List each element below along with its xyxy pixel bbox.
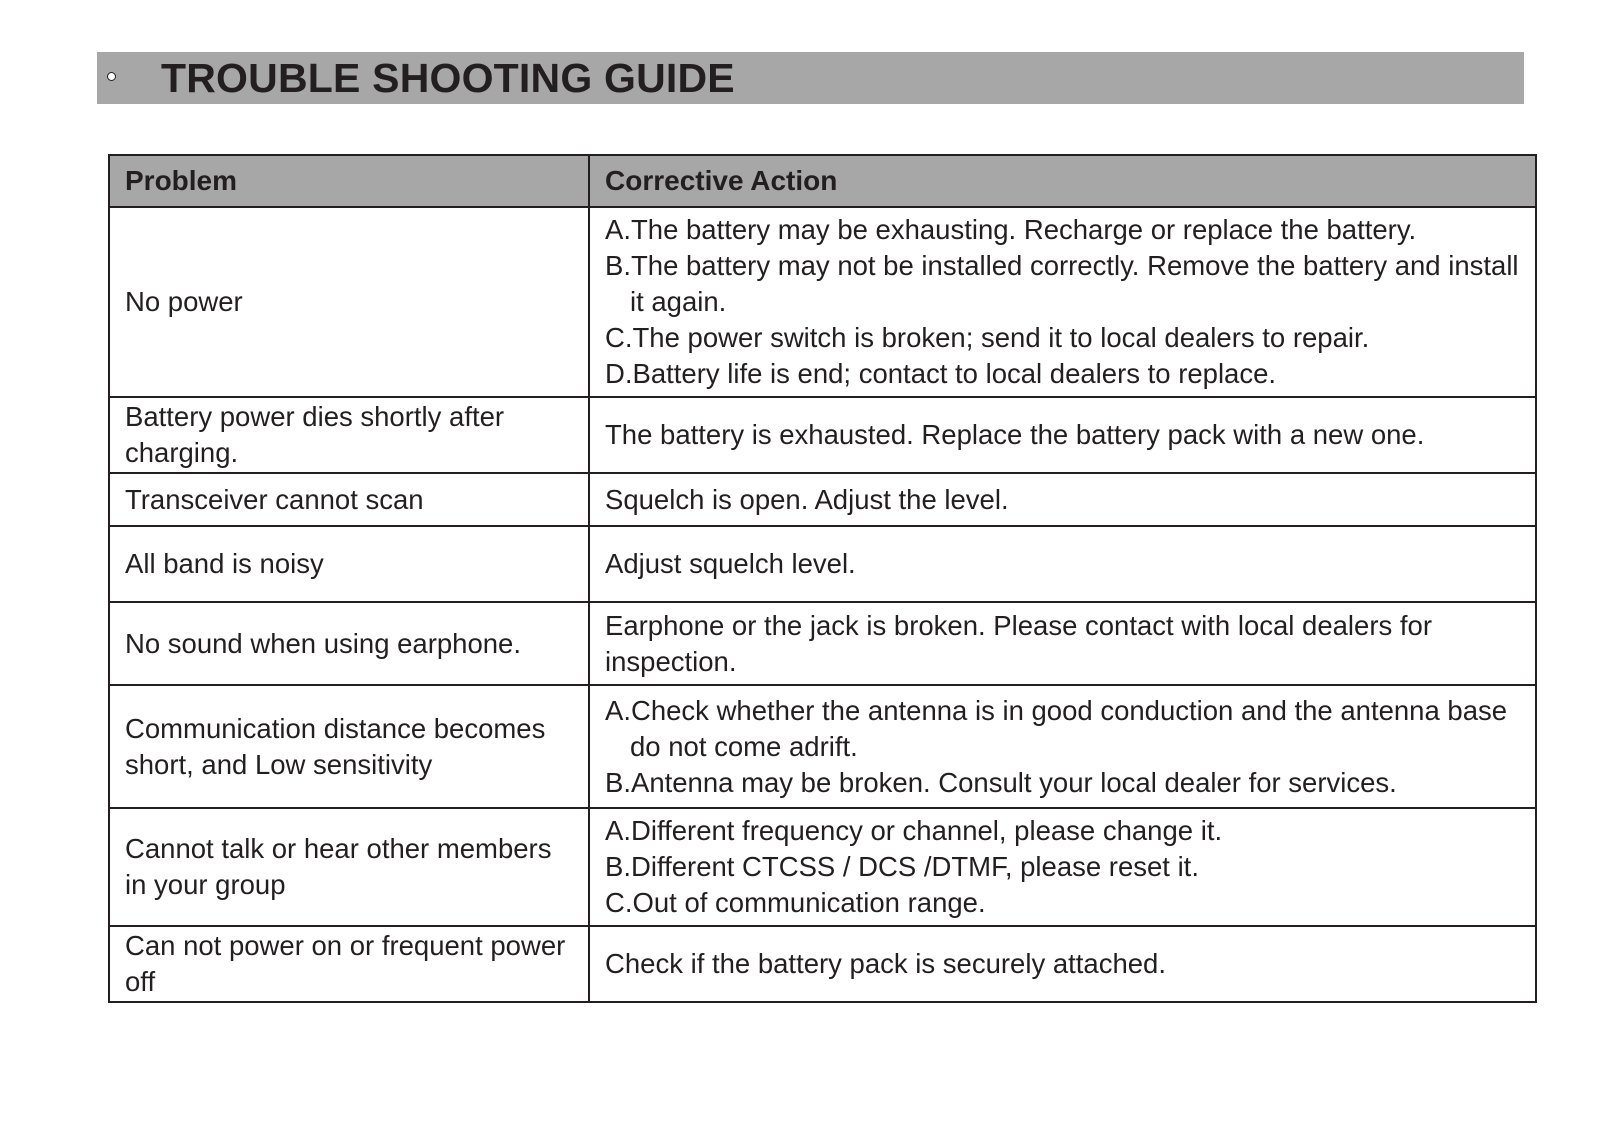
table-row bbox=[109, 808, 1536, 926]
column-header-corrective-action: Corrective Action bbox=[589, 155, 1536, 207]
troubleshooting-table bbox=[108, 154, 1537, 1003]
table-row bbox=[109, 685, 1536, 808]
action-item: B.Antenna may be broken. Consult your local dealer for services. bbox=[605, 766, 1397, 798]
action-item: C.The power switch is broken; send it to local dealers to repair. bbox=[605, 322, 1370, 353]
action-item: B.Different CTCSS / DCS /DTMF, please reset it. bbox=[605, 851, 1199, 882]
problem-cell: Battery power dies shortly after charging. bbox=[109, 397, 589, 473]
action-item: A.The battery may be exhausting. Recharge or replace the battery. bbox=[605, 214, 1417, 245]
circle-bullet-icon bbox=[107, 72, 116, 81]
problem-cell: Cannot talk or hear other members in your group bbox=[109, 808, 589, 926]
problem-cell: Can not power on or frequent power off bbox=[109, 926, 589, 1002]
action-cell bbox=[589, 602, 1536, 685]
problem-cell: No sound when using earphone. bbox=[109, 602, 589, 685]
table-header-row bbox=[109, 155, 1536, 207]
action-item: D.Battery life is end; contact to local dealers to replace. bbox=[605, 358, 1277, 389]
action-item: A.Different frequency or channel, please change it. bbox=[605, 815, 1223, 846]
action-cell bbox=[589, 473, 1536, 526]
problem-cell: No power bbox=[109, 207, 589, 397]
action-item: Earphone or the jack is broken. Please contact with local dealers for inspection. bbox=[605, 609, 1432, 677]
table-row bbox=[109, 526, 1536, 602]
action-item: Adjust squelch level. bbox=[605, 548, 856, 579]
action-item: Check if the battery pack is securely attached. bbox=[605, 948, 1166, 979]
problem-cell: All band is noisy bbox=[109, 526, 589, 602]
action-item: A.Check whether the antenna is in good conduction and the antenna base do not come adrift. bbox=[605, 694, 1508, 762]
table-row bbox=[109, 473, 1536, 526]
action-cell bbox=[589, 685, 1536, 808]
table-row bbox=[109, 926, 1536, 1002]
page-title: TROUBLE SHOOTING GUIDE bbox=[161, 55, 735, 101]
action-item: The battery is exhausted. Replace the battery pack with a new one. bbox=[605, 419, 1425, 450]
action-cell bbox=[589, 397, 1536, 473]
problem-cell: Communication distance becomes short, and Low sensitivity bbox=[109, 685, 589, 808]
table-row bbox=[109, 602, 1536, 685]
table-row bbox=[109, 207, 1536, 397]
action-cell bbox=[589, 808, 1536, 926]
action-cell bbox=[589, 926, 1536, 1002]
column-header-problem: Problem bbox=[109, 155, 589, 207]
section-title-bar bbox=[97, 52, 1524, 104]
action-cell bbox=[589, 526, 1536, 602]
problem-cell: Transceiver cannot scan bbox=[109, 473, 589, 526]
action-cell bbox=[589, 207, 1536, 397]
action-item: B.The battery may not be installed correctly. Remove the battery and install it again. bbox=[605, 250, 1519, 317]
table-row bbox=[109, 397, 1536, 473]
action-item: C.Out of communication range. bbox=[605, 887, 986, 918]
action-item: Squelch is open. Adjust the level. bbox=[605, 483, 1009, 515]
